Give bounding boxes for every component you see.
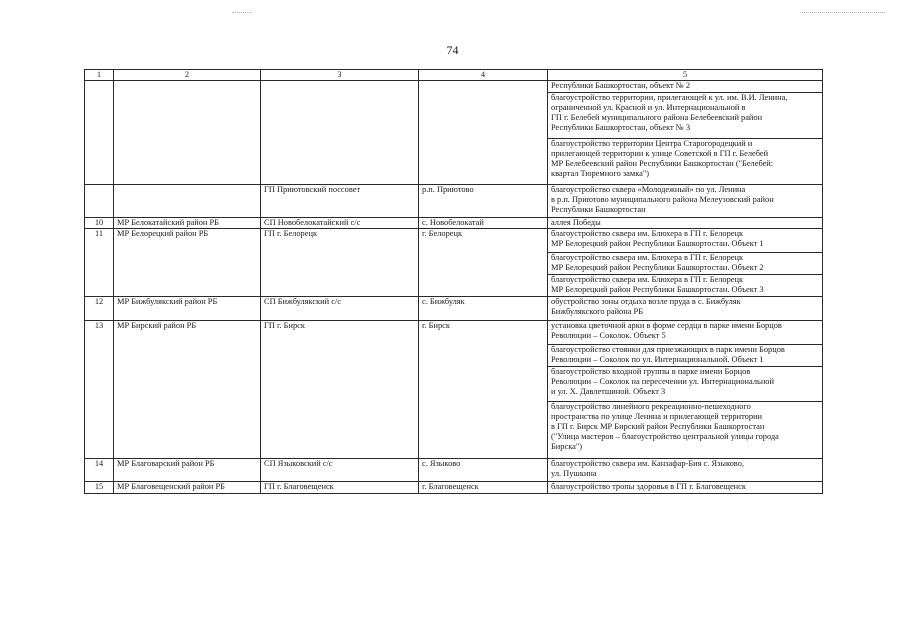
object-description-cell <box>548 297 823 321</box>
object-description-cell <box>548 185 823 218</box>
district-cell: МР Белокатайский район РБ <box>114 218 261 229</box>
locality-cell: р.п. Приютово <box>419 185 548 218</box>
object-description-line: ГП г. Белебей муниципального района Белебеевский район <box>551 113 763 122</box>
table-row <box>85 81 823 93</box>
object-description-cell <box>548 275 823 297</box>
row-number-cell: 12 <box>85 297 114 321</box>
header-cell: 1 <box>85 70 114 81</box>
settlement-cell: ГП г. Белорецк <box>261 229 419 297</box>
object-description-cell <box>548 81 823 93</box>
object-description-line: благоустройство стоянки для приезжающих в парк имени Борцов <box>551 345 785 354</box>
settlement-cell: ГП г. Благовещенск <box>261 482 419 494</box>
object-description-cell <box>548 139 823 185</box>
object-description-line: аллея Победы <box>551 218 601 227</box>
object-description-cell <box>548 402 823 459</box>
district-cell: МР Белорецкий район РБ <box>114 229 261 297</box>
object-description-cell <box>548 253 823 275</box>
object-description-line: Бирска") <box>551 442 583 451</box>
object-description-line: ул. Пушкина <box>551 469 597 478</box>
object-description-line: обустройство зоны отдыха возле пруда в с. Бижбуляк <box>551 297 741 306</box>
district-cell <box>114 185 261 218</box>
object-description-line: МР Белорецкий район Республики Башкортостан. Объект 2 <box>551 263 764 272</box>
district-cell <box>114 81 261 185</box>
object-description-line: благоустройство территории Центра Старогородецкий и <box>551 139 753 148</box>
district-cell: МР Благовещенский район РБ <box>114 482 261 494</box>
table-row <box>85 185 823 218</box>
object-description-line: Революции – Соколок. Объект 5 <box>551 331 666 340</box>
object-description-line: ограниченной ул. Красной и ул. Интернациональной в <box>551 103 746 112</box>
object-description-cell <box>548 345 823 367</box>
object-description-cell <box>548 93 823 139</box>
scan-artifact <box>232 12 252 14</box>
object-description-line: квартал Тюремного замка") <box>551 169 650 178</box>
object-description-line: благоустройство сквера им. Канзафар-Бия с. Языково, <box>551 459 744 468</box>
object-description-line: прилегающей территории к улице Советской в ГП г. Белебей <box>551 149 769 158</box>
object-description-line: благоустройство сквера им. Блюхера в ГП г. Белорецк <box>551 229 744 238</box>
object-description-line: Революции – Соколок на пересечении ул. Интернациональной <box>551 377 774 386</box>
object-description-line: благоустройство сквера им. Блюхера в ГП г. Белорецк <box>551 253 744 262</box>
settlement-cell: ГП Приютовский поссовет <box>261 185 419 218</box>
object-description-line: в ГП г. Бирск МР Бирский район Республики Башкортостан <box>551 422 765 431</box>
table-row <box>85 482 823 494</box>
object-description-line: установка цветочной арки в форме сердца в парке имени Борцов <box>551 321 782 330</box>
locality-cell: г. Бирск <box>419 321 548 459</box>
district-cell: МР Бижбулякский район РБ <box>114 297 261 321</box>
header-cell: 4 <box>419 70 548 81</box>
table-row <box>85 297 823 321</box>
row-number-cell: 14 <box>85 459 114 482</box>
locality-cell: с. Новобелокатай <box>419 218 548 229</box>
locality-cell: г. Благовещенск <box>419 482 548 494</box>
row-number-cell <box>85 185 114 218</box>
settlement-cell: ГП г. Бирск <box>261 321 419 459</box>
district-cell: МР Бирский район РБ <box>114 321 261 459</box>
object-description-line: благоустройство линейного рекреационно-пешеходного <box>551 402 751 411</box>
object-description-line: МР Белорецкий район Республики Башкортостан. Объект 3 <box>551 285 764 294</box>
locality-cell: г. Белорецк <box>419 229 548 297</box>
object-description-line: благоустройство тропы здоровья в ГП г. Благовещенск <box>551 482 746 491</box>
object-description-line: благоустройство входной группы в парке имени Борцов <box>551 367 751 376</box>
table-row <box>85 459 823 482</box>
object-description-cell <box>548 229 823 253</box>
object-description-line: Республики Башкортостан <box>551 205 646 214</box>
data-table <box>84 69 823 494</box>
table-row <box>85 229 823 253</box>
object-description-line: и ул. Х. Давлетшиной. Объект 3 <box>551 387 666 396</box>
settlement-cell: СП Бижбулякский с/с <box>261 297 419 321</box>
locality-cell: с. Бижбуляк <box>419 297 548 321</box>
scan-artifact <box>800 12 885 14</box>
district-cell: МР Благоварский район РБ <box>114 459 261 482</box>
object-description-cell <box>548 482 823 494</box>
settlement-cell: СП Новобелокатайский с/с <box>261 218 419 229</box>
header-row <box>85 70 823 81</box>
header-cell: 5 <box>548 70 823 81</box>
object-description-line: пространства по улице Ленина и прилегающей территории <box>551 412 762 421</box>
header-cell: 2 <box>114 70 261 81</box>
object-description-line: МР Белорецкий район Республики Башкортостан. Объект 1 <box>551 239 764 248</box>
row-number-cell: 10 <box>85 218 114 229</box>
object-description-line: благоустройство сквера «Молодежный» по ул. Ленина <box>551 185 746 194</box>
object-description-line: Республики Башкортостан, объект № 2 <box>551 81 691 90</box>
row-number-cell: 13 <box>85 321 114 459</box>
object-description-cell <box>548 367 823 402</box>
object-description-cell <box>548 321 823 345</box>
object-description-cell <box>548 459 823 482</box>
object-description-line: Республики Башкортостан, объект № 3 <box>551 123 691 132</box>
page-number: 74 <box>446 43 459 57</box>
table-row <box>85 321 823 345</box>
header-cell: 3 <box>261 70 419 81</box>
settlement-cell: СП Языковский с/с <box>261 459 419 482</box>
object-description-line: благоустройство территории, прилегающей к ул. им. В.И. Ленина, <box>551 93 788 102</box>
object-description-line: Бижбулякского района РБ <box>551 307 644 316</box>
object-description-line: в р.п. Приютово муниципального района Мелеузовский район <box>551 195 774 204</box>
locality-cell: с. Языково <box>419 459 548 482</box>
row-number-cell: 15 <box>85 482 114 494</box>
object-description-line: Революции – Соколок по ул. Интернациональной. Объект 1 <box>551 355 764 364</box>
row-number-cell <box>85 81 114 185</box>
locality-cell <box>419 81 548 185</box>
settlement-cell <box>261 81 419 185</box>
object-description-cell <box>548 218 823 229</box>
object-description-line: МР Белебеевский район Республики Башкортостан ("Белебей: <box>551 159 774 168</box>
object-description-line: благоустройство сквера им. Блюхера в ГП г. Белорецк <box>551 275 744 284</box>
row-number-cell: 11 <box>85 229 114 297</box>
object-description-line: ("Улица мастеров – благоустройство центральной улицы города <box>551 432 779 441</box>
table-row <box>85 218 823 229</box>
